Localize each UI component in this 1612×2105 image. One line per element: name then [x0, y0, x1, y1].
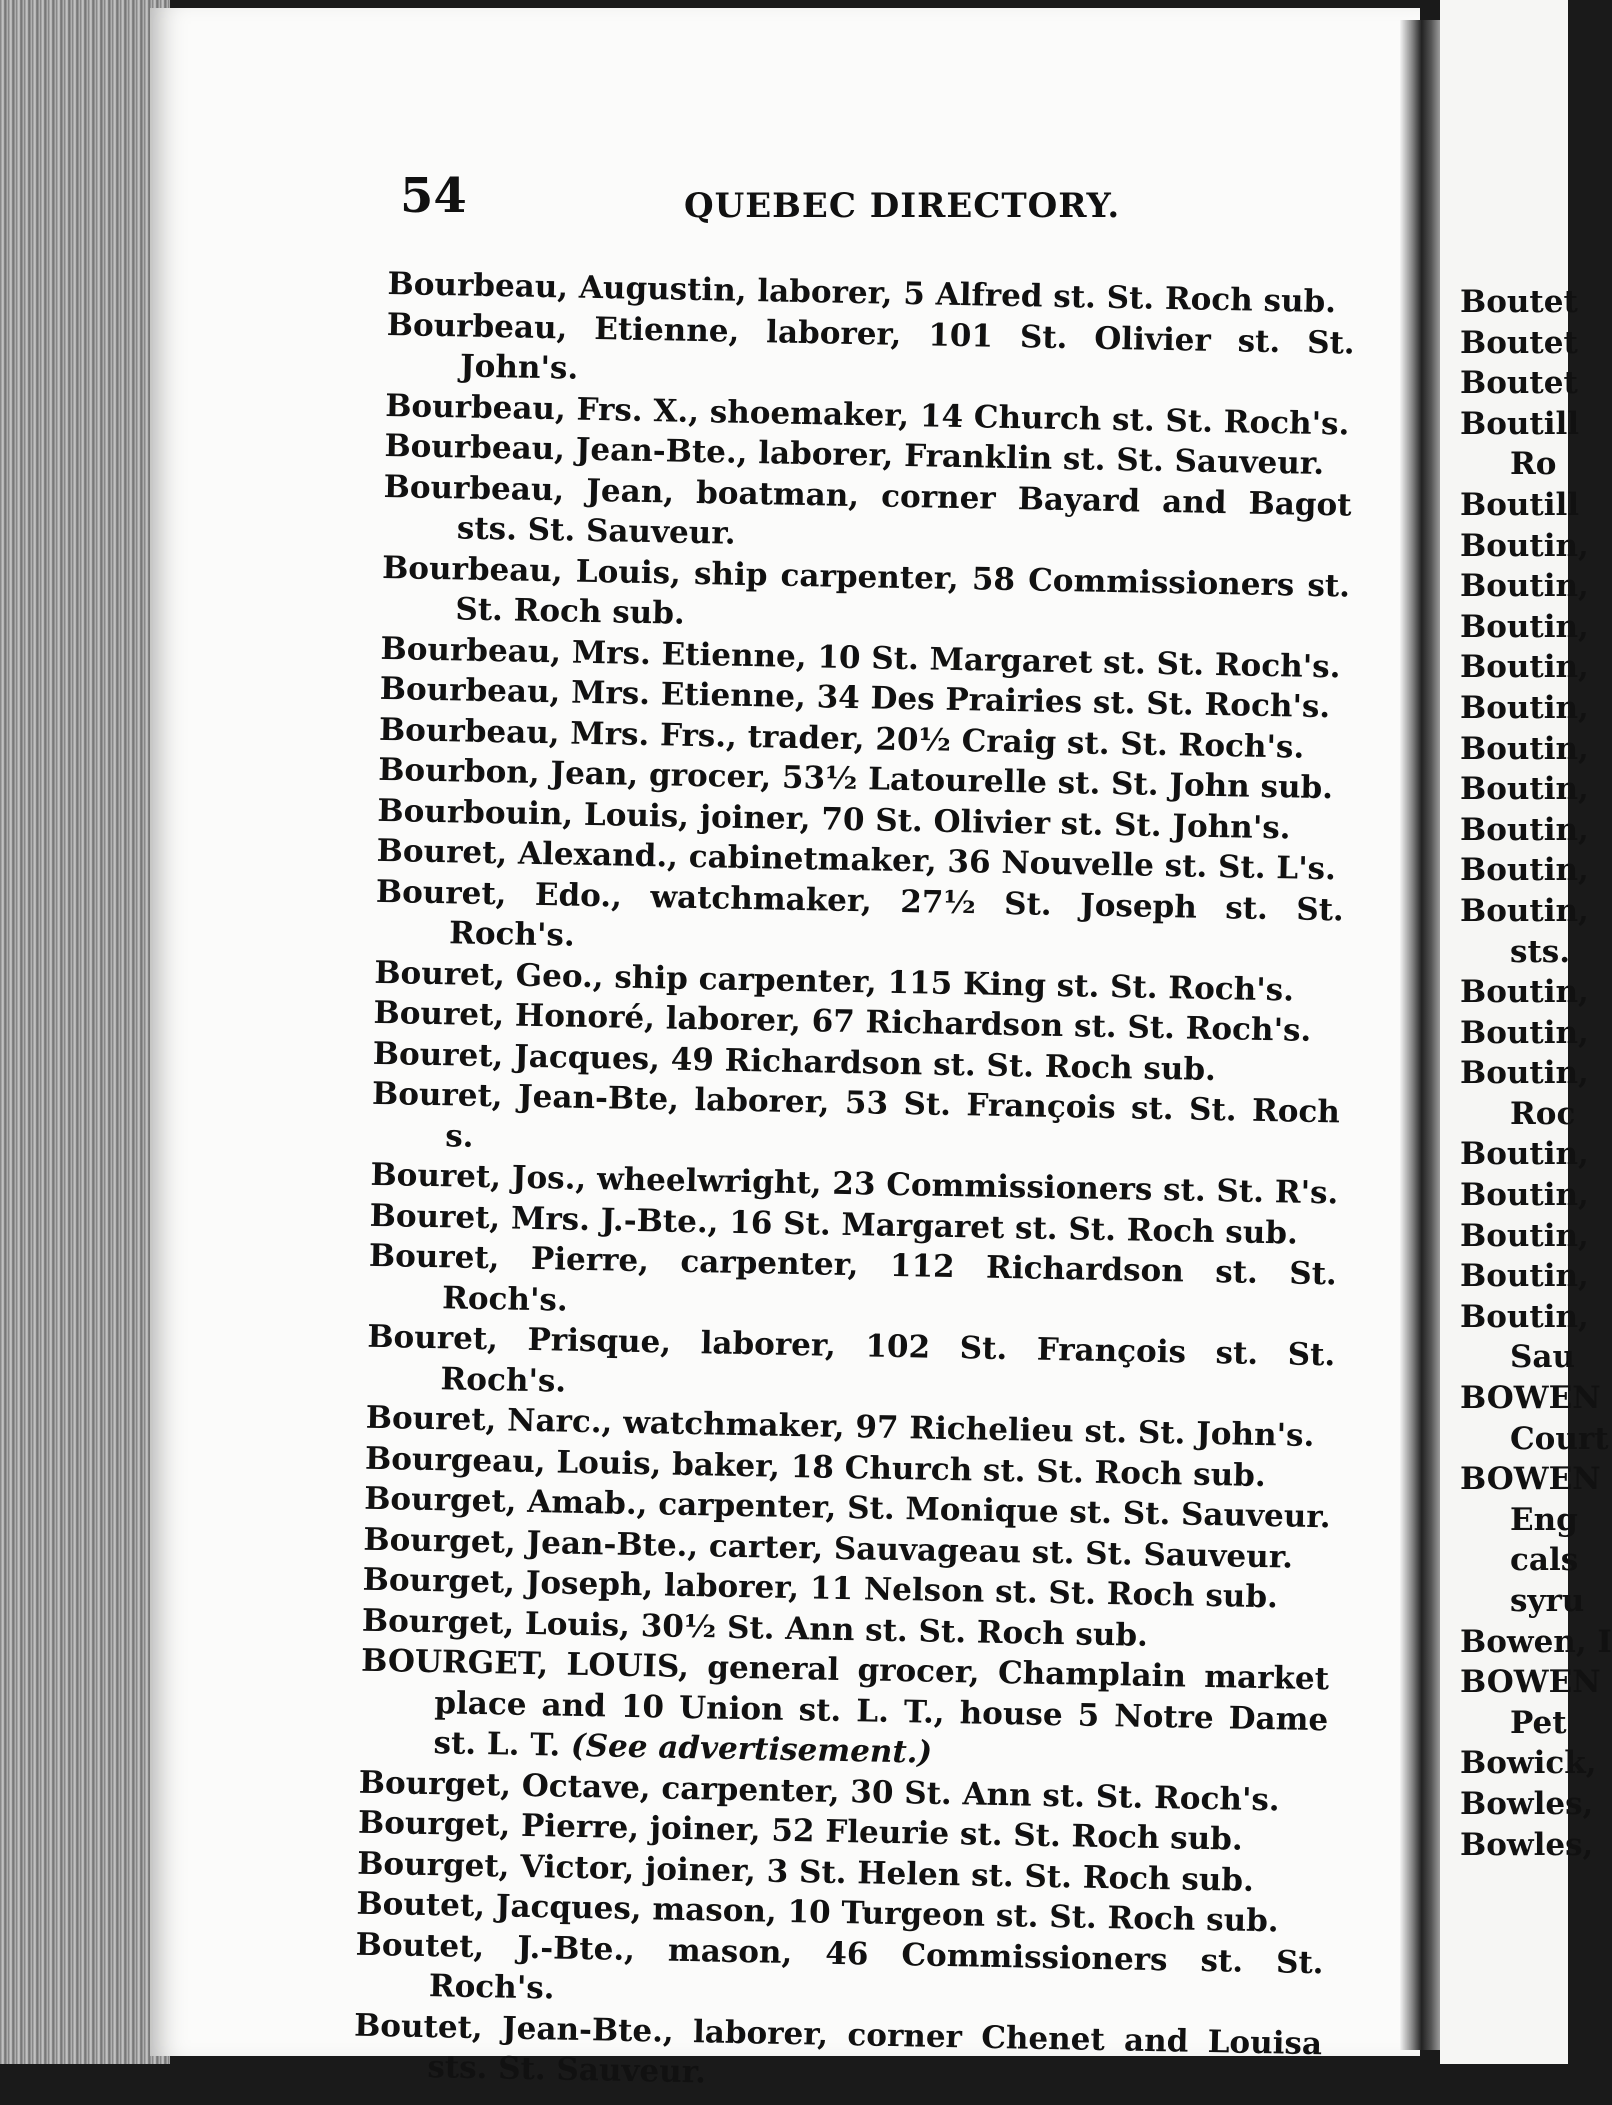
entry-text: Bourbeau, Louis, ship carpenter, 58 Commissioners st. St. Roch sub.: [381, 549, 1351, 632]
entry-text: Bourget, Victor, joiner, 3 St. Helen st. St. Roch sub.: [356, 1845, 1255, 1899]
entry-text: Bouret, Alexand., cabinetmaker, 36 Nouvelle st. St. L's.: [376, 832, 1337, 888]
entry-text: Bouret, Jos., wheelwright, 23 Commissioners st. St. R's.: [370, 1156, 1339, 1212]
facing-page-line: Pet: [1510, 1704, 1567, 1741]
entry-text: Bouret, Pierre, carpenter, 112 Richardson st. St. Roch's.: [368, 1237, 1338, 1319]
entry-text: Bourget, Amab., carpenter, St. Monique st. St. Sauveur.: [363, 1480, 1331, 1536]
entry-text: Bouret, Jean-Bte, laborer, 53 St. François st. St. Roch s.: [371, 1075, 1341, 1155]
facing-page-line: Sau: [1510, 1339, 1576, 1376]
facing-page-line: sts.: [1510, 933, 1571, 970]
facing-page-line: Boutin,: [1460, 730, 1589, 767]
entry-text: Boutet, J.-Bte., mason, 46 Commissioners st. St. Roch's.: [355, 1926, 1324, 2007]
facing-page-line: Boutin,: [1460, 852, 1589, 889]
entry-text: Bouret, Honoré, laborer, 67 Richardson st. St. Roch's.: [373, 994, 1312, 1049]
entry-text: Bourbeau, Mrs. Frs., trader, 20½ Craig st. St. Roch's.: [378, 711, 1305, 766]
facing-page-line: Boutill: [1460, 405, 1580, 442]
entry-text: Boutet, Jacques, mason, 10 Turgeon st. St. Roch sub.: [356, 1885, 1279, 1940]
entry-text: Bourget, Jean-Bte., carter, Sauvageau st. St. Sauveur.: [363, 1521, 1294, 1576]
entry-text: Bourbeau, Augustin, laborer, 5 Alfred st. St. Roch sub.: [387, 265, 1337, 321]
directory-entry: [359, 1641, 1329, 1781]
entry-text: Bourbon, Jean, grocer, 53½ Latourelle st. St. John sub.: [377, 751, 1334, 807]
facing-page-line: Ro: [1510, 446, 1557, 483]
facing-page-line: Boutin,: [1460, 1258, 1589, 1295]
facing-page-line: Boutin,: [1460, 1298, 1589, 1335]
facing-page-line: syru: [1510, 1583, 1585, 1619]
directory-entries: [353, 264, 1356, 2105]
facing-page-line: Boutin,: [1460, 649, 1589, 686]
entry-text: Bouret, Jacques, 49 Richardson st. St. Roch sub.: [372, 1035, 1217, 1088]
facing-page-line: BOWEN: [1460, 1380, 1601, 1417]
facing-page-line: Eng: [1510, 1501, 1578, 1538]
facing-page-line: Boutin,: [1460, 568, 1589, 605]
facing-page-line: BOWEN: [1460, 1664, 1601, 1701]
entry-text: Bouret, Narc., watchmaker, 97 Richelieu st. St. John's.: [365, 1399, 1315, 1454]
facing-page-line: Bowick,: [1460, 1745, 1597, 1782]
facing-page-column: [1460, 282, 1612, 1865]
entry-text: Bourbeau, Mrs. Etienne, 34 Des Prairies st. St. Roch's.: [379, 670, 1331, 726]
facing-page-line: Boutin,: [1460, 608, 1589, 645]
facing-page-line: Court: [1510, 1420, 1609, 1457]
facing-page-line: Boutin,: [1460, 1217, 1589, 1254]
facing-page-line: Boutin,: [1460, 1014, 1589, 1051]
advertisement-note: (See advertisement.): [570, 1727, 933, 1771]
facing-page-line: Bowles,: [1460, 1826, 1594, 1863]
facing-page-line: Boutet: [1460, 284, 1578, 320]
facing-page-line: Roc: [1510, 1095, 1576, 1132]
entry-text: Bourget, Louis, 30½ St. Ann st. St. Roch sub.: [361, 1602, 1149, 1654]
entry-text: Boutet, Jean-Bte., laborer, corner Chenet and Louisa sts. St. Sauveur.: [353, 2007, 1323, 2091]
facing-page-line: Boutin,: [1460, 1136, 1589, 1173]
facing-page-line: Boutill: [1460, 486, 1580, 523]
entry-text: Bourgeau, Louis, baker, 18 Church st. St. Roch sub.: [364, 1440, 1267, 1494]
entry-text: Bouret, Geo., ship carpenter, 115 King st. St. Roch's.: [374, 954, 1295, 1009]
facing-page-line: Boutin,: [1460, 527, 1589, 564]
facing-page-line: Boutet: [1460, 324, 1578, 361]
entry-text: Bouret, Mrs. J.-Bte., 16 St. Margaret st. St. Roch sub.: [369, 1197, 1299, 1252]
facing-page-line: Bowles,: [1460, 1785, 1594, 1822]
facing-page-line: Boutin,: [1460, 811, 1589, 848]
facing-page-line: Boutin,: [1460, 1177, 1589, 1214]
entry-text: Bourbeau, Jean, boatman, corner Bayard and Bagot sts. St. Sauveur.: [383, 468, 1352, 552]
facing-page-line: Boutet: [1460, 365, 1578, 402]
entry-text: Bourbeau, Mrs. Etienne, 10 St. Margaret st. St. Roch's.: [380, 630, 1341, 685]
entry-text: Bouret, Edo., watchmaker, 27½ St. Joseph st. St. Roch's.: [375, 873, 1345, 954]
facing-page-line: BOWEN: [1460, 1461, 1601, 1498]
page-edges: [0, 0, 170, 2064]
entry-text: Bourget, Octave, carpenter, 30 St. Ann st. St. Roch's.: [358, 1764, 1281, 1818]
entry-text: Bourbouin, Louis, joiner, 70 St. Olivier st. St. John's.: [377, 792, 1291, 846]
facing-page-line: Boutin,: [1460, 689, 1589, 726]
entry-text: Bourbeau, Jean-Bte., laborer, Franklin st. St. Sauveur.: [384, 427, 1325, 483]
facing-page-line: Boutin,: [1460, 892, 1589, 929]
entry-text: Bourget, Pierre, joiner, 52 Fleurie st. St. Roch sub.: [357, 1804, 1244, 1858]
running-head: QUEBEC DIRECTORY.: [684, 186, 1121, 226]
entry-text: BOURGET, LOUIS, general grocer, Champlain market place and 10 Union st. L. T., house 5 Notre Dame st. L. T.: [360, 1642, 1330, 1764]
entry-text: Bourbeau, Frs. X., shoemaker, 14 Church st. St. Roch's.: [384, 387, 1350, 442]
directory-entry: [353, 2005, 1322, 2105]
facing-page-line: Boutin,: [1460, 771, 1589, 808]
entry-text: Bourget, Joseph, laborer, 11 Nelson st. St. Roch sub.: [362, 1561, 1279, 1616]
facing-page-line: cals: [1510, 1542, 1579, 1579]
entry-text: Bourbeau, Etienne, laborer, 101 St. Olivier st. St. John's.: [386, 306, 1356, 387]
facing-page-line: Boutin,: [1460, 974, 1589, 1011]
page-number: 54: [400, 168, 467, 224]
entry-text: Bouret, Prisque, laborer, 102 St. François st. St. Roch's.: [367, 1318, 1336, 1400]
facing-page-line: Bowen, I: [1460, 1623, 1612, 1660]
facing-page-line: Boutin,: [1460, 1055, 1589, 1092]
